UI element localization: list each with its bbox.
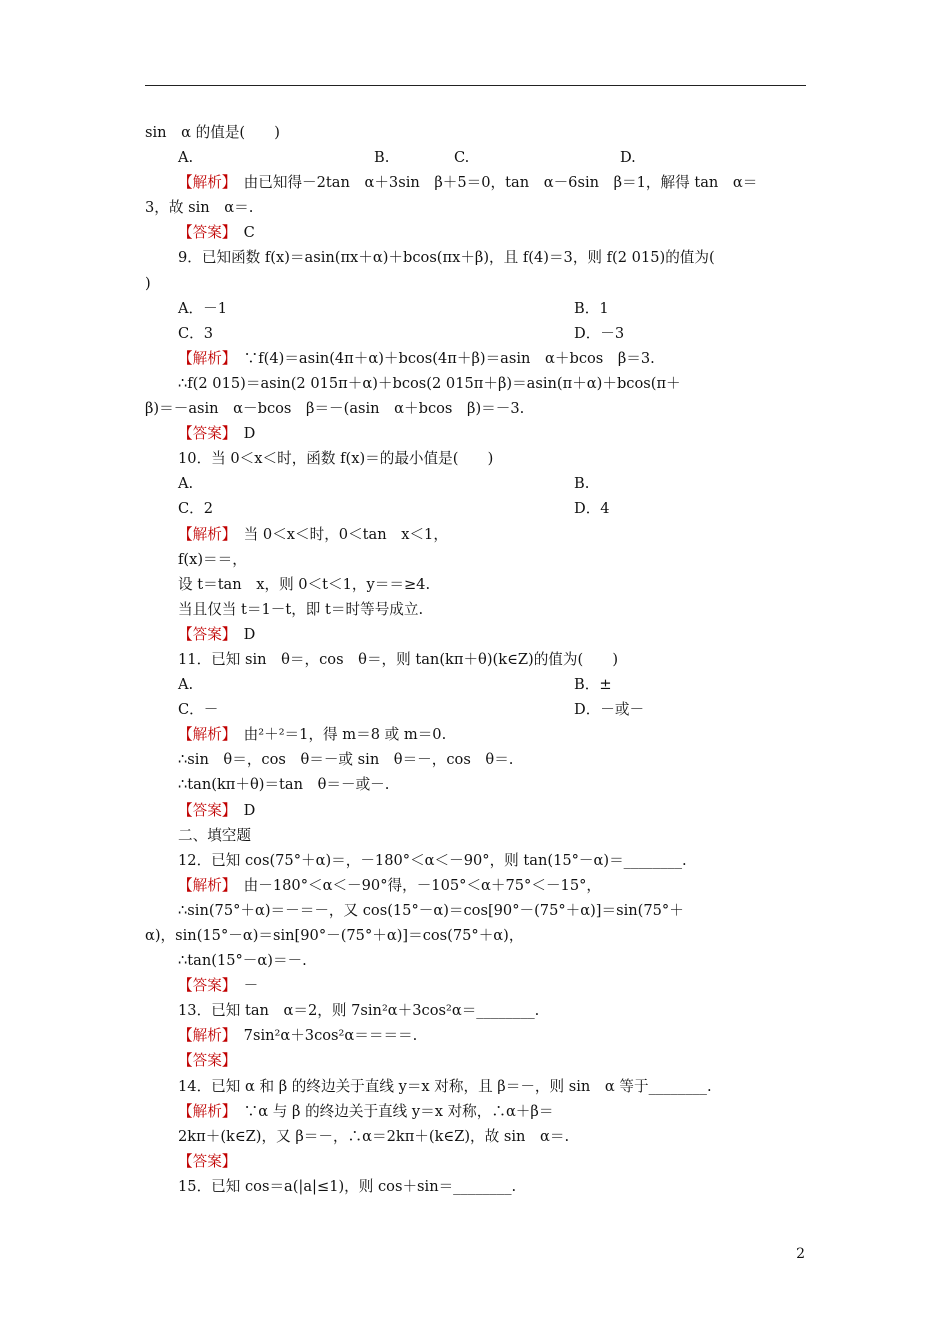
answer-line [145,1149,806,1174]
text-line: ∴f(2 015)＝asin(2 015π＋α)＋bcos(2 015π＋β)＝asin(π＋α)＋bcos(π＋ [178,374,681,392]
answer-tag: 【答案】 [178,224,230,242]
section-heading: 二、填空题 [178,826,251,844]
option-d: D．4 [574,500,610,518]
options-line [145,321,806,346]
options-line [145,471,806,496]
text-line: ∴tan(15°－α)＝－. [178,952,307,970]
analysis-line: 【解析】 当 0＜x＜时，0＜tan x＜1， [178,525,448,543]
option-d: D. [620,149,636,167]
answer-line: 【答案】 C [178,224,255,242]
analysis-line: 【解析】 由已知得－2tan α＋3sin β＋5＝0，tan α－6sin β＝1，解得 tan α＝ [178,174,758,192]
options-line [145,697,806,722]
option-a: A. [178,676,194,694]
text-line: α)，sin(15°－α)＝sin[90°－(75°＋α)]＝cos(75°＋α)， [145,927,524,944]
answer-line: 【答案】 D [178,801,256,819]
answer-tag: 【答案】 [178,977,230,995]
option-c: C．3 [178,324,214,342]
option-c: C. [454,149,470,167]
text-line: 3，故 sin α＝. [145,199,254,217]
text-line: β)＝－asin α－bcos β＝－(asin α＋bcos β)＝－3. [145,400,525,418]
analysis-line: 【解析】 ∵α 与 β 的终边关于直线 y＝x 对称，∴α＋β＝ [178,1102,554,1120]
analysis-tag: 【解析】 [178,726,230,744]
analysis-line: 【解析】 7sin²α＋3cos²α＝＝＝＝. [178,1027,418,1045]
answer-tag: 【答案】 [178,625,230,643]
page-number: 2 [796,1246,805,1262]
analysis-tag: 【解析】 [178,174,230,192]
answer-line: 【答案】 D [178,625,256,643]
text-line: f(x)＝＝， [178,550,247,568]
question-11: 11．已知 sin θ＝，cos θ＝，则 tan(kπ＋θ)(k∈Z)的值为( ) [178,650,619,668]
analysis-tag: 【解析】 [178,1102,230,1120]
answer-tag: 【答案】 [178,425,230,443]
analysis-tag: 【解析】 [178,1027,230,1045]
question-13: 13．已知 tan α＝2，则 7sin²α＋3cos²α＝________. [178,1002,540,1020]
answer-tag: 【答案】 [178,1152,237,1170]
text-line: ∴sin θ＝，cos θ＝－或 sin θ＝－，cos θ＝. [178,751,514,769]
text-line: ∴tan(kπ＋θ)＝tan θ＝－或－. [178,776,390,794]
option-a: A．－1 [178,299,228,317]
option-d: D．－或－ [574,701,645,719]
options-line [145,672,806,697]
option-b: B. [374,149,390,167]
text-line: ) [145,274,151,292]
question-15: 15．已知 cos＝a(|a|≤1)，则 cos＋sin＝________. [178,1177,517,1195]
option-b: B. [574,475,590,493]
analysis-tag: 【解析】 [178,349,230,367]
options-line [145,296,806,321]
question-9: 9．已知函数 f(x)＝asin(πx＋α)＋bcos(πx＋β)，且 f(4)＝3，则 f(2 015)的值为( [178,249,715,267]
answer-line [145,1048,806,1073]
question-14: 14．已知 α 和 β 的终边关于直线 y＝x 对称，且 β＝－，则 sin α 等于________. [178,1077,712,1095]
analysis-line: 【解析】 由²＋²＝1，得 m＝8 或 m＝0. [178,726,447,744]
options-line [145,496,806,521]
option-c: C．2 [178,500,214,518]
option-b: B．1 [574,299,609,317]
options-line [145,145,806,170]
option-b: B．± [574,676,612,694]
text-line: ∴sin(75°＋α)＝－＝－，又 cos(15°－α)＝cos[90°－(75°＋α)]＝sin(75°＋ [178,901,684,919]
analysis-line: 【解析】 由－180°＜α＜－90°得，－105°＜α＋75°＜－15°， [178,876,602,894]
option-a: A. [178,475,194,493]
analysis-line: 【解析】 ∵f(4)＝asin(4π＋α)＋bcos(4π＋β)＝asin α＋bcos β＝3. [178,349,655,367]
header-rule [145,85,806,86]
text-line: 设 t＝tan x，则 0＜t＜1，y＝＝≥4. [178,575,431,593]
question-10: 10．当 0＜x＜时，函数 f(x)＝的最小值是( ) [178,450,494,468]
text-line: 2kπ＋(k∈Z)，又 β＝－，∴α＝2kπ＋(k∈Z)，故 sin α＝. [178,1127,570,1145]
document-body [145,120,806,1199]
text-line: 当且仅当 t＝1－t，即 t＝时等号成立. [178,600,424,618]
answer-tag: 【答案】 [178,1052,237,1070]
answer-line: 【答案】 D [178,425,256,443]
option-d: D．－3 [574,324,625,342]
option-c: C．－ [178,701,219,719]
answer-tag: 【答案】 [178,801,230,819]
text-line: sin α 的值是( ) [145,124,280,141]
analysis-tag: 【解析】 [178,876,230,894]
question-12: 12．已知 cos(75°＋α)＝，－180°＜α＜－90°，则 tan(15°－α)＝________. [178,851,687,869]
answer-line: 【答案】 － [178,977,259,995]
option-a: A. [178,149,194,167]
analysis-tag: 【解析】 [178,525,230,543]
